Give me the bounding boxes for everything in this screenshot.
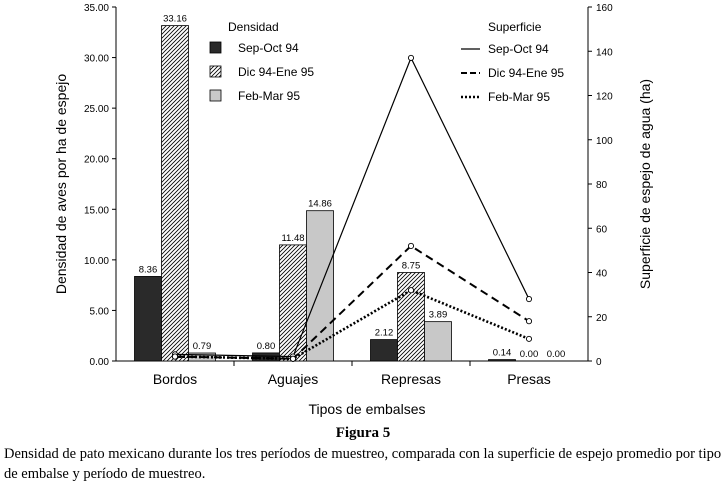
y2-tick-label: 80 (596, 180, 608, 191)
legend-swatch (210, 90, 221, 101)
legend-line-label: Sep-Oct 94 (488, 42, 549, 56)
data-label: 0.14 (492, 347, 512, 359)
series-line (175, 246, 529, 359)
legend-line-label: Dic 94-Ene 95 (488, 66, 565, 80)
x-tick-label: Represas (381, 371, 441, 387)
data-label: 33.16 (163, 13, 187, 25)
data-label: 8.36 (138, 264, 158, 276)
data-label: 11.48 (281, 232, 305, 244)
legend-swatch (210, 42, 221, 53)
y-tick-label: 35.00 (83, 3, 109, 14)
y2-tick-label: 60 (596, 224, 608, 236)
data-label: 0.00 (546, 349, 566, 360)
data-label: 0.79 (192, 341, 212, 353)
series-line (175, 290, 529, 359)
y2-tick-label: 0 (596, 357, 602, 368)
legend-lines-title: Superficie (488, 20, 542, 34)
y-tick-label: 30.00 (83, 53, 109, 65)
line-point (172, 354, 177, 359)
y-tick-label: 20.00 (83, 154, 109, 166)
data-label: 3.89 (428, 309, 448, 321)
x-tick-label: Bordos (152, 371, 198, 387)
y-axis-label: Densidad de aves por ha de espejo (53, 73, 69, 295)
y-tick-label: 10.00 (83, 255, 109, 267)
y2-tick-label: 160 (596, 3, 613, 14)
line-point (290, 356, 295, 361)
line-point (408, 55, 413, 60)
legend-label: Sep-Oct 94 (238, 41, 299, 55)
y2-tick-label: 100 (596, 135, 613, 147)
line-point (408, 243, 413, 248)
bar (135, 276, 162, 361)
data-label: 2.12 (374, 327, 394, 339)
legend-line-label: Feb-Mar 95 (488, 90, 551, 104)
y-tick-label: 25.00 (83, 104, 109, 116)
bar (371, 340, 398, 361)
bar (425, 322, 452, 361)
bar (162, 26, 189, 361)
legend (210, 20, 564, 104)
data-label: 0.00 (519, 349, 539, 360)
line-point (526, 336, 531, 341)
y2-tick-label: 40 (596, 268, 608, 280)
data-label: 0.80 (256, 340, 276, 352)
x-axis-label: Tipos de embalses (308, 401, 426, 417)
figure-caption: Densidad de pato mexicano durante los tres períodos de muestreo, comparada con la superficie de espejo promedio por tipo de embalse y período de muestreo. (4, 446, 722, 482)
bar (489, 360, 516, 361)
data-label: 14.86 (308, 198, 332, 210)
y2-tick-label: 120 (596, 91, 613, 103)
y-tick-label: 5.00 (89, 306, 109, 318)
bar (307, 211, 334, 361)
y-tick-label: 0.00 (89, 357, 109, 368)
legend-swatch (210, 66, 221, 77)
y-tick-label: 15.00 (83, 205, 109, 217)
legend-label: Dic 94-Ene 95 (238, 65, 315, 79)
y2-axis-label: Superficie de espejo de agua (ha) (637, 78, 653, 290)
data-label: 8.75 (401, 260, 421, 272)
series-line (175, 58, 529, 357)
legend-label: Feb-Mar 95 (238, 89, 301, 103)
lines (172, 55, 531, 361)
legend-bars-title: Densidad (228, 20, 279, 34)
x-tick-label: Presas (507, 371, 551, 387)
x-tick-label: Aguajes (267, 371, 319, 387)
line-point (526, 296, 531, 301)
line-point (408, 288, 413, 293)
y2-tick-label: 140 (596, 47, 613, 59)
line-point (526, 319, 531, 324)
bar (280, 245, 307, 361)
y2-tick-label: 20 (596, 312, 608, 324)
figure-title: Figura 5 (335, 425, 391, 441)
bar (398, 273, 425, 362)
